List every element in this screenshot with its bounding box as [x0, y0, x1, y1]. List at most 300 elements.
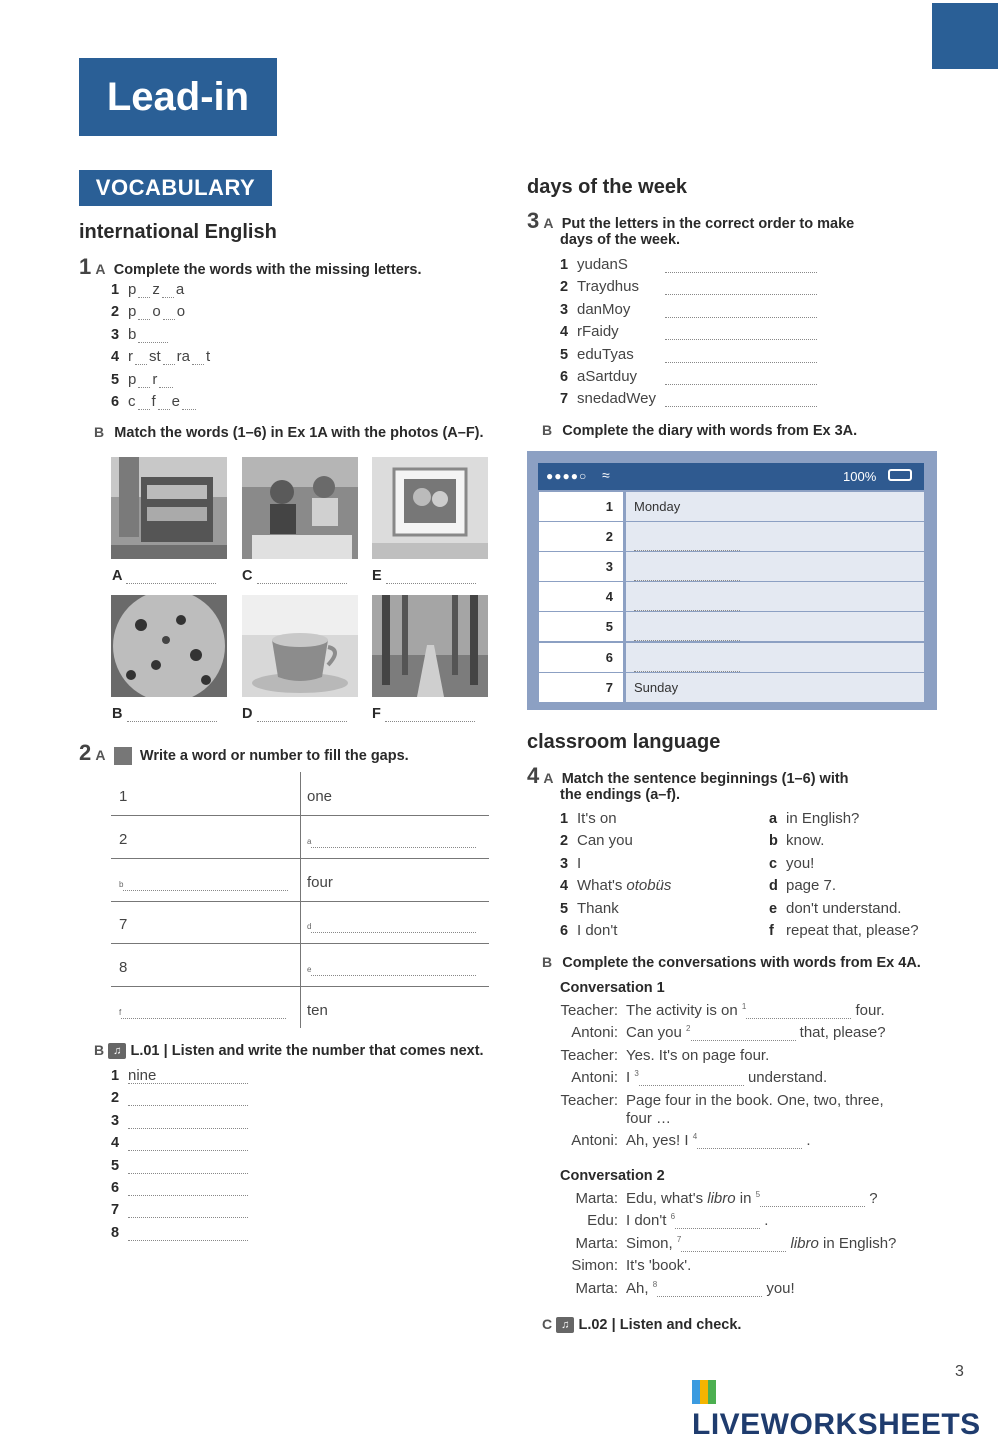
ex4b-instruction: Complete the conversations with words from Ex 4A. [562, 955, 921, 971]
scrambled-day-item [560, 256, 817, 273]
answer-gap[interactable] [128, 1224, 248, 1241]
letter-fragment: r [152, 370, 158, 388]
table-cell-left: 7 [119, 916, 128, 934]
item-number: 4 [560, 878, 569, 895]
beginning-text: Thank [577, 899, 619, 917]
gap-number: 7 [676, 1234, 682, 1244]
answer-gap[interactable] [665, 392, 817, 407]
diary-day: Monday [626, 492, 924, 521]
letter-fragment: c [128, 393, 136, 410]
ex4a-instruction-line1: Match the sentence beginnings (1–6) with [561, 771, 849, 787]
beginning-text: I [577, 854, 582, 872]
diary-day[interactable] [626, 552, 924, 581]
letter-gap[interactable] [182, 395, 196, 410]
ex3a-letter: A [543, 215, 554, 231]
letter-fragment: ra [176, 348, 191, 366]
ending-text: know. [786, 832, 825, 850]
ex2b-code: L.01 [130, 1043, 160, 1059]
answer-gap[interactable] [121, 1004, 286, 1019]
gap-number: 6 [670, 1212, 676, 1222]
letter-fragment: st [149, 348, 161, 366]
ex4a-letter: A [543, 770, 554, 786]
photo-label-a: A [112, 568, 216, 584]
gap-number: 4 [692, 1132, 698, 1141]
photo-label-c: C [242, 568, 347, 584]
speaker-name: Teacher: [560, 1002, 618, 1019]
diary-row [539, 582, 924, 611]
beginning-italic: otobüs [626, 877, 672, 895]
ex1-number: 1 [79, 254, 92, 279]
answer-gap[interactable] [665, 370, 817, 385]
letter-gap[interactable] [163, 350, 175, 365]
gap-number: 5 [755, 1190, 761, 1199]
ex4-number: 4 [527, 763, 540, 788]
answer-gap[interactable] [634, 532, 740, 551]
gap-letter: f [119, 1008, 122, 1017]
conversation-line [626, 1190, 906, 1207]
ex2a-header [79, 740, 409, 766]
item-number: 6 [111, 1180, 120, 1196]
letter-fragment: o [176, 303, 186, 321]
speaker-name: Simon: [571, 1257, 618, 1275]
scrambled-day-item [560, 390, 817, 407]
line-text: understand. [747, 1069, 828, 1087]
letter-gap[interactable] [159, 373, 173, 388]
letter-gap[interactable] [192, 350, 204, 365]
speaker-name: Antoni: [571, 1132, 618, 1149]
table-divider [300, 772, 301, 1028]
conversation-line [626, 1235, 906, 1252]
letter-fragment: p [128, 303, 137, 321]
line-text: It's 'book'. [626, 1257, 692, 1275]
ending-text: you! [786, 854, 815, 872]
diary-row-number: 2 [539, 522, 623, 551]
gap-letter: d [307, 922, 312, 932]
photo-restaurant [242, 457, 358, 559]
table-cell-right [307, 916, 476, 933]
ex3a-instruction-line1: Put the letters in the correct order to make [561, 216, 855, 232]
gap-letter: b [119, 879, 124, 889]
diary-day[interactable] [626, 582, 924, 611]
ex4c-header [542, 1316, 741, 1333]
speaker-name: Antoni: [571, 1069, 618, 1087]
diary-day[interactable] [626, 522, 924, 551]
word-gap-item [111, 393, 198, 410]
line-text: Yes. It's on page four. [626, 1046, 770, 1064]
ex4b-header [542, 954, 921, 971]
ending-letter: b [769, 833, 778, 850]
line-text: I don't [626, 1212, 667, 1230]
signal-icon: ●●●●○ [546, 469, 588, 483]
item-number: 6 [560, 923, 569, 939]
ex1b-instruction: Match the words (1–6) in Ex 1A with the photos (A–F). [114, 425, 484, 441]
line-text: Ah, [626, 1279, 649, 1297]
ex3-number: 3 [527, 208, 540, 233]
wifi-icon: ≈ [602, 467, 610, 483]
ex1a-letter: A [95, 261, 106, 277]
sentence-ending [769, 832, 824, 849]
beginning-text: Can you [577, 832, 633, 850]
line-text: in English? [823, 1234, 897, 1252]
letter-gap[interactable] [158, 395, 170, 410]
diary-row-number: 7 [539, 673, 623, 702]
sentence-beginning [560, 922, 617, 939]
letter-gap[interactable] [138, 373, 150, 388]
conversation-line [626, 1132, 906, 1149]
letter-fragment: r [128, 348, 133, 366]
item-number: 5 [560, 346, 569, 363]
letter-gap[interactable] [138, 283, 150, 298]
item-number: 2 [560, 833, 569, 850]
item-number: 1 [560, 257, 569, 273]
scrambled-day-item [560, 368, 817, 385]
diary-row-number: 6 [539, 643, 623, 672]
conversation-2-title: Conversation 2 [560, 1168, 665, 1184]
sentence-ending [769, 877, 836, 894]
item-number: 2 [111, 1090, 120, 1107]
answer-gap[interactable] [691, 1026, 796, 1041]
heading-international-english: international English [79, 221, 277, 243]
line-text: . [806, 1132, 811, 1149]
diary-row [539, 643, 924, 672]
answer-gap[interactable] [760, 1192, 865, 1207]
item-number: 1 [560, 811, 569, 827]
word-gap-item [111, 303, 185, 320]
listen-item [111, 1067, 248, 1084]
conversation-line [626, 1212, 906, 1229]
listen-item [111, 1179, 248, 1196]
answer-gap[interactable] [128, 1089, 248, 1106]
letter-fragment: f [151, 393, 156, 410]
listen-item [111, 1224, 248, 1241]
ex3b-instruction: Complete the diary with words from Ex 3A. [562, 423, 858, 439]
scrambled-day-item [560, 301, 817, 318]
answer-gap[interactable] [634, 592, 740, 611]
ending-letter: a [769, 811, 778, 827]
liveworksheets-logo: LIVEWORKSHEETS [692, 1374, 1000, 1442]
battery-icon [888, 469, 912, 481]
ex1b-letter: B [94, 424, 105, 440]
item-number: 6 [111, 394, 120, 410]
answer-gap[interactable] [634, 562, 740, 581]
photo-bus [111, 457, 227, 559]
speaker-name: Antoni: [571, 1024, 618, 1042]
sentence-ending [769, 855, 814, 872]
section-label: VOCABULARY [79, 170, 272, 206]
table-cell-left [119, 874, 288, 891]
line-text: ? [869, 1190, 878, 1207]
item-number: 4 [560, 324, 569, 341]
phone-status-bar [538, 463, 924, 490]
item-number: 7 [111, 1202, 120, 1219]
ending-letter: e [769, 900, 778, 917]
item-number: 1 [111, 282, 120, 298]
speaker-name: Teacher: [560, 1091, 618, 1109]
diary-day: Sunday [626, 673, 924, 702]
letter-fragment: b [128, 325, 137, 343]
logo-icon [692, 1380, 716, 1404]
scrambled-word: eduTyas [577, 345, 634, 363]
table-cell-right: one [307, 788, 333, 805]
line-text: Simon, [626, 1234, 673, 1252]
ex4c-instruction: | Listen and check. [611, 1317, 742, 1333]
answer-gap[interactable] [123, 876, 288, 891]
letter-gap[interactable] [163, 305, 175, 320]
speaker-name: Edu: [587, 1212, 618, 1230]
corner-tab [932, 3, 998, 69]
conversation-line [626, 1280, 906, 1297]
ex1b-header [94, 424, 484, 441]
letter-fragment: e [171, 393, 181, 410]
line-text: I [626, 1069, 631, 1087]
sentence-beginning [560, 855, 581, 872]
answer-gap[interactable] [311, 961, 476, 976]
letter-gap[interactable] [138, 328, 168, 343]
ending-text: page 7. [786, 877, 837, 895]
ending-letter: d [769, 878, 778, 895]
photo-park [372, 595, 488, 697]
table-cell-right: ten [307, 1002, 328, 1019]
photo-coffee [242, 595, 358, 697]
listen-item [111, 1089, 248, 1106]
ending-text: in English? [786, 810, 860, 827]
item-number: 6 [560, 369, 569, 385]
ex4a-instruction-line2: the endings (a–f). [560, 787, 681, 803]
table-cell-right [307, 959, 476, 976]
item-number: 8 [111, 1224, 120, 1241]
item-number: 5 [111, 371, 120, 388]
diary-row [539, 612, 924, 641]
photo-label-e: E [372, 568, 476, 584]
answer-gap[interactable] [311, 833, 476, 848]
answer-gap[interactable] [665, 325, 817, 340]
line-text: four. [855, 1002, 885, 1019]
ex1a-header [79, 254, 422, 280]
listen-item [111, 1201, 248, 1218]
ending-letter: f [769, 923, 774, 939]
word-gap-item [111, 371, 175, 388]
item-number: 2 [111, 304, 120, 321]
letter-gap[interactable] [138, 395, 150, 410]
page-title: Lead-in [79, 58, 277, 136]
photo-picture-frame [372, 457, 488, 559]
diary-row [539, 522, 924, 551]
ex4b-letter: B [542, 954, 553, 970]
letter-gap[interactable] [135, 350, 147, 365]
letter-fragment: a [175, 281, 185, 298]
speaker-name: Marta: [575, 1279, 618, 1297]
ex3b-letter: B [542, 422, 553, 438]
ex3b-header [542, 422, 857, 439]
answer-gap[interactable] [311, 918, 476, 933]
photo-label-f: F [372, 706, 475, 722]
line-italic: libro [707, 1190, 736, 1207]
listen-item [111, 1112, 248, 1129]
speaker-name: Teacher: [560, 1046, 618, 1064]
scrambled-word: Traydhus [577, 278, 639, 296]
ex3a-header [527, 208, 887, 234]
word-gap-item [111, 326, 170, 343]
ex2a-letter: A [95, 747, 106, 763]
answer-gap[interactable] [639, 1071, 744, 1086]
page-number: 3 [955, 1363, 964, 1380]
answer-gap[interactable] [128, 1112, 248, 1129]
diary-day[interactable] [626, 643, 924, 672]
document-icon [114, 747, 132, 765]
line-text: . [764, 1212, 769, 1230]
conversation-line [626, 1024, 906, 1041]
heading-days-of-week: days of the week [527, 176, 688, 198]
beginning-text: What's [577, 877, 623, 895]
line-text: Ah, yes! I [626, 1132, 689, 1149]
ex4c-code: L.02 [578, 1317, 608, 1333]
sentence-beginning [560, 810, 617, 827]
ex2b-letter: B [94, 1042, 105, 1058]
item-number: 5 [560, 900, 569, 917]
ending-letter: c [769, 855, 778, 872]
line-text: The activity is on [626, 1002, 738, 1019]
answer-gap[interactable] [128, 1157, 248, 1174]
table-cell-left: 8 [119, 959, 128, 977]
answer-gap[interactable] [634, 653, 740, 672]
sentence-ending [769, 900, 901, 917]
ending-text: repeat that, please? [786, 922, 919, 939]
listen-item [111, 1157, 248, 1174]
scrambled-day-item [560, 346, 817, 363]
item-number: 2 [560, 279, 569, 296]
answer-gap[interactable] [128, 1179, 248, 1196]
sentence-ending [769, 922, 919, 939]
item-number: 5 [111, 1157, 120, 1174]
diary-row-number: 4 [539, 582, 623, 611]
diary-row [539, 673, 924, 702]
heading-classroom-language: classroom language [527, 731, 721, 753]
table-cell-right [307, 831, 476, 848]
gap-number: 8 [652, 1279, 658, 1289]
speaker-name: Marta: [575, 1190, 618, 1207]
answer-gap[interactable] [128, 1134, 248, 1151]
answer-gap[interactable] [681, 1237, 786, 1252]
audio-icon[interactable]: ♫ [108, 1043, 126, 1059]
beginning-text: It's on [577, 810, 617, 827]
conversation-line-continued: four … [626, 1109, 672, 1127]
conversation-line [626, 1092, 906, 1109]
line-text: Can you [626, 1024, 682, 1042]
answer-gap[interactable] [675, 1214, 760, 1229]
sentence-beginning [560, 877, 671, 894]
line-text: in [739, 1190, 752, 1207]
battery-text: 100% [843, 469, 877, 484]
scrambled-day-item [560, 278, 817, 295]
line-text: that, please? [799, 1024, 886, 1042]
letter-gap[interactable] [162, 283, 174, 298]
answer-gap[interactable] [665, 303, 817, 318]
letter-fragment: t [206, 348, 211, 366]
answer-gap[interactable] [746, 1004, 851, 1019]
diary-row-number: 1 [539, 492, 623, 521]
ex4c-letter: C [542, 1316, 553, 1332]
item-number: 4 [111, 349, 120, 366]
item-number: 1 [111, 1068, 120, 1084]
diary-row [539, 492, 924, 521]
answer-gap[interactable] [128, 1201, 248, 1218]
speaker-name: Marta: [575, 1234, 618, 1252]
item-number: 3 [560, 301, 569, 318]
scrambled-word: rFaidy [577, 323, 619, 341]
letter-fragment: z [152, 281, 160, 298]
scrambled-day-item [560, 323, 817, 340]
scrambled-word: aSartduy [577, 368, 638, 385]
gap-letter: a [307, 836, 312, 846]
photo-pizza [111, 595, 227, 697]
letter-gap[interactable] [138, 305, 150, 320]
conversation-line [626, 1002, 906, 1019]
answer-gap[interactable] [697, 1134, 802, 1149]
table-cell-left: 1 [119, 788, 128, 805]
item-number: 3 [111, 1112, 120, 1129]
conversation-line [626, 1257, 906, 1274]
answer-gap[interactable] [665, 258, 817, 273]
conversation-line [626, 1069, 906, 1086]
ex2b-instruction: | Listen and write the number that comes next. [163, 1043, 484, 1059]
audio-icon[interactable]: ♫ [556, 1317, 574, 1333]
diary-row [539, 552, 924, 581]
conversation-1-title: Conversation 1 [560, 980, 665, 996]
photo-label-d: D [242, 706, 347, 722]
sentence-ending [769, 810, 859, 827]
line-italic: libro [790, 1234, 819, 1252]
conversation-line [626, 1047, 906, 1064]
diary-row-number: 5 [539, 612, 623, 641]
table-cell-left: 2 [119, 830, 128, 848]
gap-number: 3 [634, 1069, 639, 1079]
letter-fragment: p [128, 370, 137, 388]
ex3a-instruction-line2: days of the week. [560, 232, 681, 248]
item-number: 7 [560, 391, 569, 408]
gap-number: 2 [686, 1024, 691, 1034]
ex1a-instruction: Complete the words with the missing letters. [113, 262, 422, 278]
sentence-beginning [560, 900, 619, 917]
scrambled-word: yudanS [577, 256, 628, 273]
letter-fragment: p [128, 281, 137, 298]
ex2b-header [94, 1042, 484, 1059]
ex4a-header [527, 763, 887, 789]
answer-gap[interactable] [665, 348, 817, 363]
sentence-beginning [560, 832, 633, 849]
answer-gap[interactable] [657, 1282, 762, 1297]
diary-day[interactable] [626, 612, 924, 641]
gap-number: 1 [741, 1002, 747, 1011]
listen-item [111, 1134, 248, 1151]
word-gap-item [111, 281, 184, 298]
answer-gap[interactable]: nine [128, 1067, 248, 1084]
item-number: 3 [111, 326, 120, 343]
item-number: 4 [111, 1135, 120, 1152]
answer-gap[interactable] [665, 280, 817, 295]
ex2a-instruction: Write a word or number to fill the gaps. [139, 748, 409, 764]
item-number: 3 [560, 855, 569, 872]
photo-label-b: B [112, 706, 217, 722]
ending-text: don't understand. [786, 899, 902, 917]
line-text: Page four in the book. One, two, three, [626, 1091, 884, 1109]
answer-gap[interactable] [634, 622, 740, 641]
table-cell-left [119, 1002, 286, 1019]
beginning-text: I don't [577, 922, 618, 939]
letter-fragment: o [152, 303, 161, 321]
line-text: you! [766, 1279, 795, 1297]
diary-row-number: 3 [539, 552, 623, 581]
table-cell-right: four [307, 873, 333, 891]
